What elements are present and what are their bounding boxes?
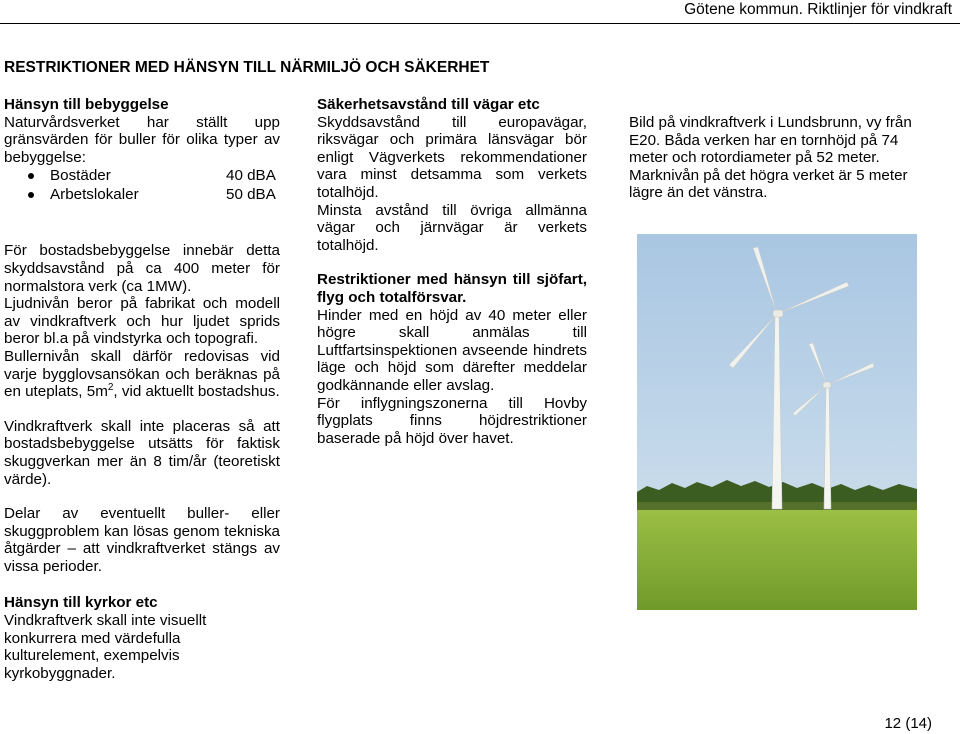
header-rule [0, 23, 960, 24]
limit-label: Bostäder [50, 167, 111, 185]
heading-safety-distance: Säkerhetsavstånd till vägar etc [317, 96, 540, 113]
limit-value: 50 dBA [226, 186, 276, 204]
bullet-icon [28, 173, 34, 179]
paragraph-churches: Vindkraftverk skall inte visuellt konkurrera med värdefulla kulturelement, exempelvis kyrkobyggnader. [4, 612, 207, 682]
heading-settlement: Hänsyn till bebyggelse [4, 96, 169, 113]
section-title: RESTRIKTIONER MED HÄNSYN TILL NÄRMILJÖ OCH SÄKERHET [4, 59, 490, 76]
paragraph-noise-level: Ljudnivån beror på fabrikat och modell av vindkraftverk och hur ljudet sprids beror bl.a på vindstyrka och topografi. [4, 295, 280, 348]
bullet-icon [28, 192, 34, 198]
heading-churches: Hänsyn till kyrkor etc [4, 594, 158, 612]
limit-value: 40 dBA [226, 167, 276, 185]
field [637, 510, 917, 610]
page-number: 12 (14) [884, 715, 932, 732]
limit-label: Arbetslokaler [50, 186, 139, 204]
limit-item-workplaces [4, 185, 280, 204]
paragraph-distance: För bostadsbebyggelse innebär detta skyddsavstånd på ca 400 meter för normalstora verk (ca 1MW). [4, 242, 280, 295]
reporting-text-before: Bullernivån skall därför redovisas vid varje bygglovsansökan och beräknas på en uteplats, 5m [4, 347, 280, 401]
intro-text: Naturvårdsverket har ställt upp gränsvärden för buller för olika typer av bebyggelse: [4, 113, 280, 166]
superscript: 2 [107, 382, 114, 394]
paragraph-aviation-2: För inflygningszonerna till Hovby flygplats finns höjdrestriktioner baserade på höjd över havet. [317, 394, 587, 447]
column-left [4, 96, 280, 682]
heading-aviation: Restriktioner med hänsyn till sjöfart, flyg och totalförsvar. [317, 271, 587, 306]
wind-turbine-photo [637, 234, 917, 610]
running-header: Götene kommun. Riktlinjer för vindkraft [684, 1, 952, 18]
paragraph-safety-2: Minsta avstånd till övriga allmänna vägar och järnvägar är verkets totalhöjd. [317, 201, 587, 254]
photo-caption: Bild på vindkraftverk i Lundsbrunn, vy från E20. Båda verken har en tornhöjd på 74 meter och rotordiameter på 52 meter. Marknivån på det högra verket är 5 meter lägre än det vänstra. [629, 114, 912, 202]
paragraph-noise-reporting [4, 348, 280, 401]
limit-item-housing [4, 166, 280, 185]
paragraph-shutdown: Delar av eventuellt buller- eller skuggproblem kan lösas genom tekniska åtgärder – att vindkraftverket stängs av vissa perioder. [4, 505, 280, 575]
paragraph-safety-1: Skyddsavstånd till europavägar, riksvägar och primära länsvägar bör enligt Vägverkets rekommendationer vara minst detsamma som verkets totalhöjd. [317, 113, 587, 201]
reporting-text-after: , vid aktuellt bostadshus. [113, 383, 280, 401]
paragraph-shadow: Vindkraftverk skall inte placeras så att bostadsbebyggelse utsätts för faktisk skuggverkan mer än 8 tim/år (teoretiskt värde). [4, 417, 280, 488]
column-middle [317, 96, 587, 447]
paragraph-aviation-1: Hinder med en höjd av 40 meter eller högre skall anmälas till Luftfartsinspektionen avseende hindrets läge och höjd som därefter meddelar godkännande eller avslag. [317, 306, 587, 394]
column-right [629, 114, 929, 202]
